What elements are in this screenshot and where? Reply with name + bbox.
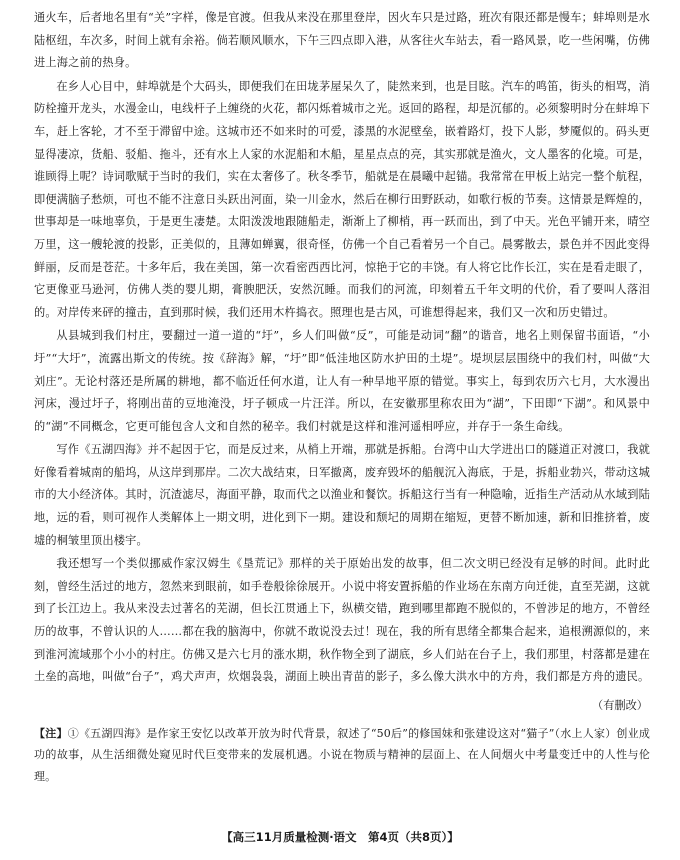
para4-text: 写作《五湖四海》并不起因于它，而是反过来，从梢上开端，那就是拆船。台湾中山大学进出口的隧道正对渡口，我就好像看着城南的船坞，从这岸到那岸。二次大战结束，日军撤离，废弃毁坏的船舰沉入海底，于是，拆船业勃兴，带动这城市的大小经济体。其时，沉渣滤尽，海面平静，取而代之以渔业和餐饮。拆船这行当有一种隐喻，近指生产活动从水域到陆地，远的看，则可视作人类解体上一期文明，进化到下一期。建设和颓圮的周期在缩短，更替不断加速，新和旧推挤着，废墟的桐皱里顶出楼宇。 [34,443,650,547]
footnote-text: 《五湖四海》是作家王安忆以改革开放为时代背景，叙述了“50后”的修国妹和张建设这对“猫子”（水上人家）创业成功的故事，从生活细微处窥见时代巨变带来的发展机遇。小说在物质与精神的层面上、在人间烟火中考量变迁中的人性与伦理。 [34,726,650,783]
footnote [34,723,650,788]
paragraph-village: 从县城到我们村庄，要翻过一道一道的“圩”，乡人们叫做“反”，可能是动词“翻”的谐音，地名上则保留书面语，“小圩”“大圩”，流露出斯文的传统。按《辞海》解，“圩”即“低洼地区防水护田的土堤”。堤坝层层围绕中的我们村，叫做“大刘庄”。无论村落还是所属的耕地，都不临近任何水道，让人有一种旱地平原的错觉。事实上，每到农历六七月，大水漫出河床，漫过圩子，将刚出苗的豆地淹没，圩子顿成一片汪洋。所以，在安徽那里称农田为“湖”，下田即“下湖”。和风景中的“湖”不同概念，它更可能包含人文和自然的秘辛。我们村就是这样和淮河遥相呼应，并存于一条生命线。 [34,329,650,433]
source-note: （有删改） [592,698,648,712]
paragraph-ship-breaking [34,439,650,552]
page-footer: 【高三11月质量检测·语文 第4页（共8页）】 [221,830,459,844]
paragraph-ark: 我还想写一个类似挪威作家汉姆生《垦荒记》那样的关于原始出发的故事，但二次文明已经没有足够的时间。此时此刻，曾经生活过的地方，忽然来到眼前，如手卷般徐徐展开。小说中将安置拆船的作业场在东南方向迁徙，直至芜湖，这就到了长江边上。我从来没去过著名的芜湖，但长江贯通上下，纵横交错，跑到哪里都跑不脱似的，不曾涉足的地方，不曾经历的故事，不曾认识的人……都在我的脑海中，你就不敢说没去过！现在，我的所有思绪全都集合起来，追根溯源似的，来到淮河流域那个小小的村庄。仿佛又是六七月的涨水期，秋作物全到了湖底，乡人们站在台子上，我们那里，村落都是建在土垒的高地，叫做“台子”，鸡犬声声，炊烟袅袅，湖面上映出青苗的影子，多么像大洪水中的方舟，我们都是方舟的遗民。 [34,557,650,684]
paragraph-bengbu: 在乡人心目中，蚌埠就是个大码头，即便我们在田垅茅屋呆久了，陡然来到，也是目眩。汽车的鸣笛，街头的相骂，消防栓撞开龙头，水漫金山，电线杆子上缠绕的火花，都闪烁着城市之光。返回的路程，却是沉郁的。必须黎明时分在蚌埠下车，赶上客轮，才不至于滞留中途。这城市还不如来时的可爱，漆黑的水泥壁垒，嵌着路灯，投下人影，梦魇似的。码头更显得凄凉，货船、驳船、拖斗，还有水上人家的水泥船和木船，星星点点的亮，其实那就是渔火，文人墨客的化境。可是，谁顾得上呢？诗词歌赋于当时的我们，实在太奢侈了。秋冬季节，船就是在晨曦中起锚。我常常在甲板上站完一整个航程，即便满脑子愁烦，可也不能不注意日头跃出河面，染一川金水，然后在柳行田野跃动，如歌行板的节奏。这情景是辉煌的，世事却是一味地辜负，于是更生凄楚。太阳泼泼地跟随船走，渐渐上了柳梢，再一跃而出，到了中天。光色平铺开来，晴空万里，这一艘轮渡的投影，正美似的，且薄如蝉翼，很奇怪，仿佛一个自己看着另一个自己。晨雾散去，景色并不因此变得鲜丽，反而是苍茫。十多年后，我在美国，第一次看密西西比河，惊艳于它的丰饶。有人将它比作长江，实在是看走眼了，它更像亚马逊河，仿佛人类的婴儿期，膏腴肥沃，安然沉睡。而我们的河流，印刻着五千年文明的代价，看了要叫人落泪的。对岸传来砰的撞击，直到那时候，我们还用木杵捣衣。照理也是古风，可谁想得起来，我们又一次和历史错过。 [34,79,650,319]
footnote-marker: ① [67,726,79,740]
article-body [34,7,650,787]
paragraph-continued: 通火车，后者地名里有“关”字样，像是官渡。但我从来没在那里登岸，因火车只是过路，班次有限还都是慢车；蚌埠则是水陆枢纽，车次多，时间上就有余裕。倘若顺风顺水，下午三四点即入港，从客往火车站去，看一路风景，吃一些闲嘴，仿佛进上海之前的热身。 [34,11,650,70]
footnote-label: 【注】 [34,726,68,740]
